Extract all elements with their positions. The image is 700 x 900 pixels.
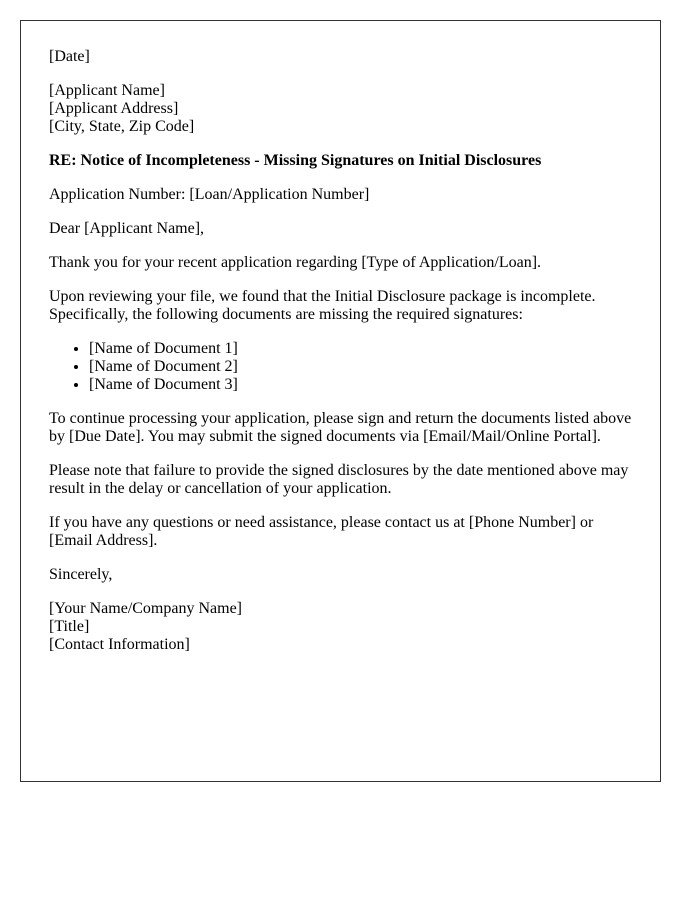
signature-contact: [Contact Information] xyxy=(49,636,190,653)
list-item: • [Name of Document 2] xyxy=(89,358,632,376)
paragraph-instructions: To continue processing your application, please sign and return the documents listed above by [Due Date]. You may submit the signed documents via [Email/Mail/Online Portal]. xyxy=(49,410,632,445)
signature-block xyxy=(49,600,632,654)
paragraph-contact: If you have any questions or need assistance, please contact us at [Phone Number] or [Email Address]. xyxy=(49,514,594,549)
salutation: Dear [Applicant Name], xyxy=(49,220,205,237)
signature-title: [Title] xyxy=(49,618,90,635)
letter-date: [Date] xyxy=(49,48,90,65)
closing: Sincerely, xyxy=(49,566,113,583)
recipient-city: [City, State, Zip Code] xyxy=(49,118,195,135)
letter-page xyxy=(20,20,661,782)
recipient-block xyxy=(49,82,632,136)
paragraph-intro: Thank you for your recent application regarding [Type of Application/Loan]. xyxy=(49,254,542,271)
recipient-name: [Applicant Name] xyxy=(49,82,165,99)
missing-documents-list xyxy=(49,340,632,394)
paragraph-review: Upon reviewing your file, we found that the Initial Disclosure package is incomplete. Specifically, the following documents are missing the required signatures: xyxy=(49,288,596,323)
subject-line: RE: Notice of Incompleteness - Missing Signatures on Initial Disclosures xyxy=(49,152,542,169)
list-item: • [Name of Document 3] xyxy=(89,376,632,394)
recipient-address: [Applicant Address] xyxy=(49,100,179,117)
list-item: • [Name of Document 1] xyxy=(89,340,632,358)
paragraph-warning: Please note that failure to provide the signed disclosures by the date mentioned above may result in the delay or cancellation of your application. xyxy=(49,462,629,497)
signature-name: [Your Name/Company Name] xyxy=(49,600,243,617)
application-number: Application Number: [Loan/Application Number] xyxy=(49,186,370,203)
